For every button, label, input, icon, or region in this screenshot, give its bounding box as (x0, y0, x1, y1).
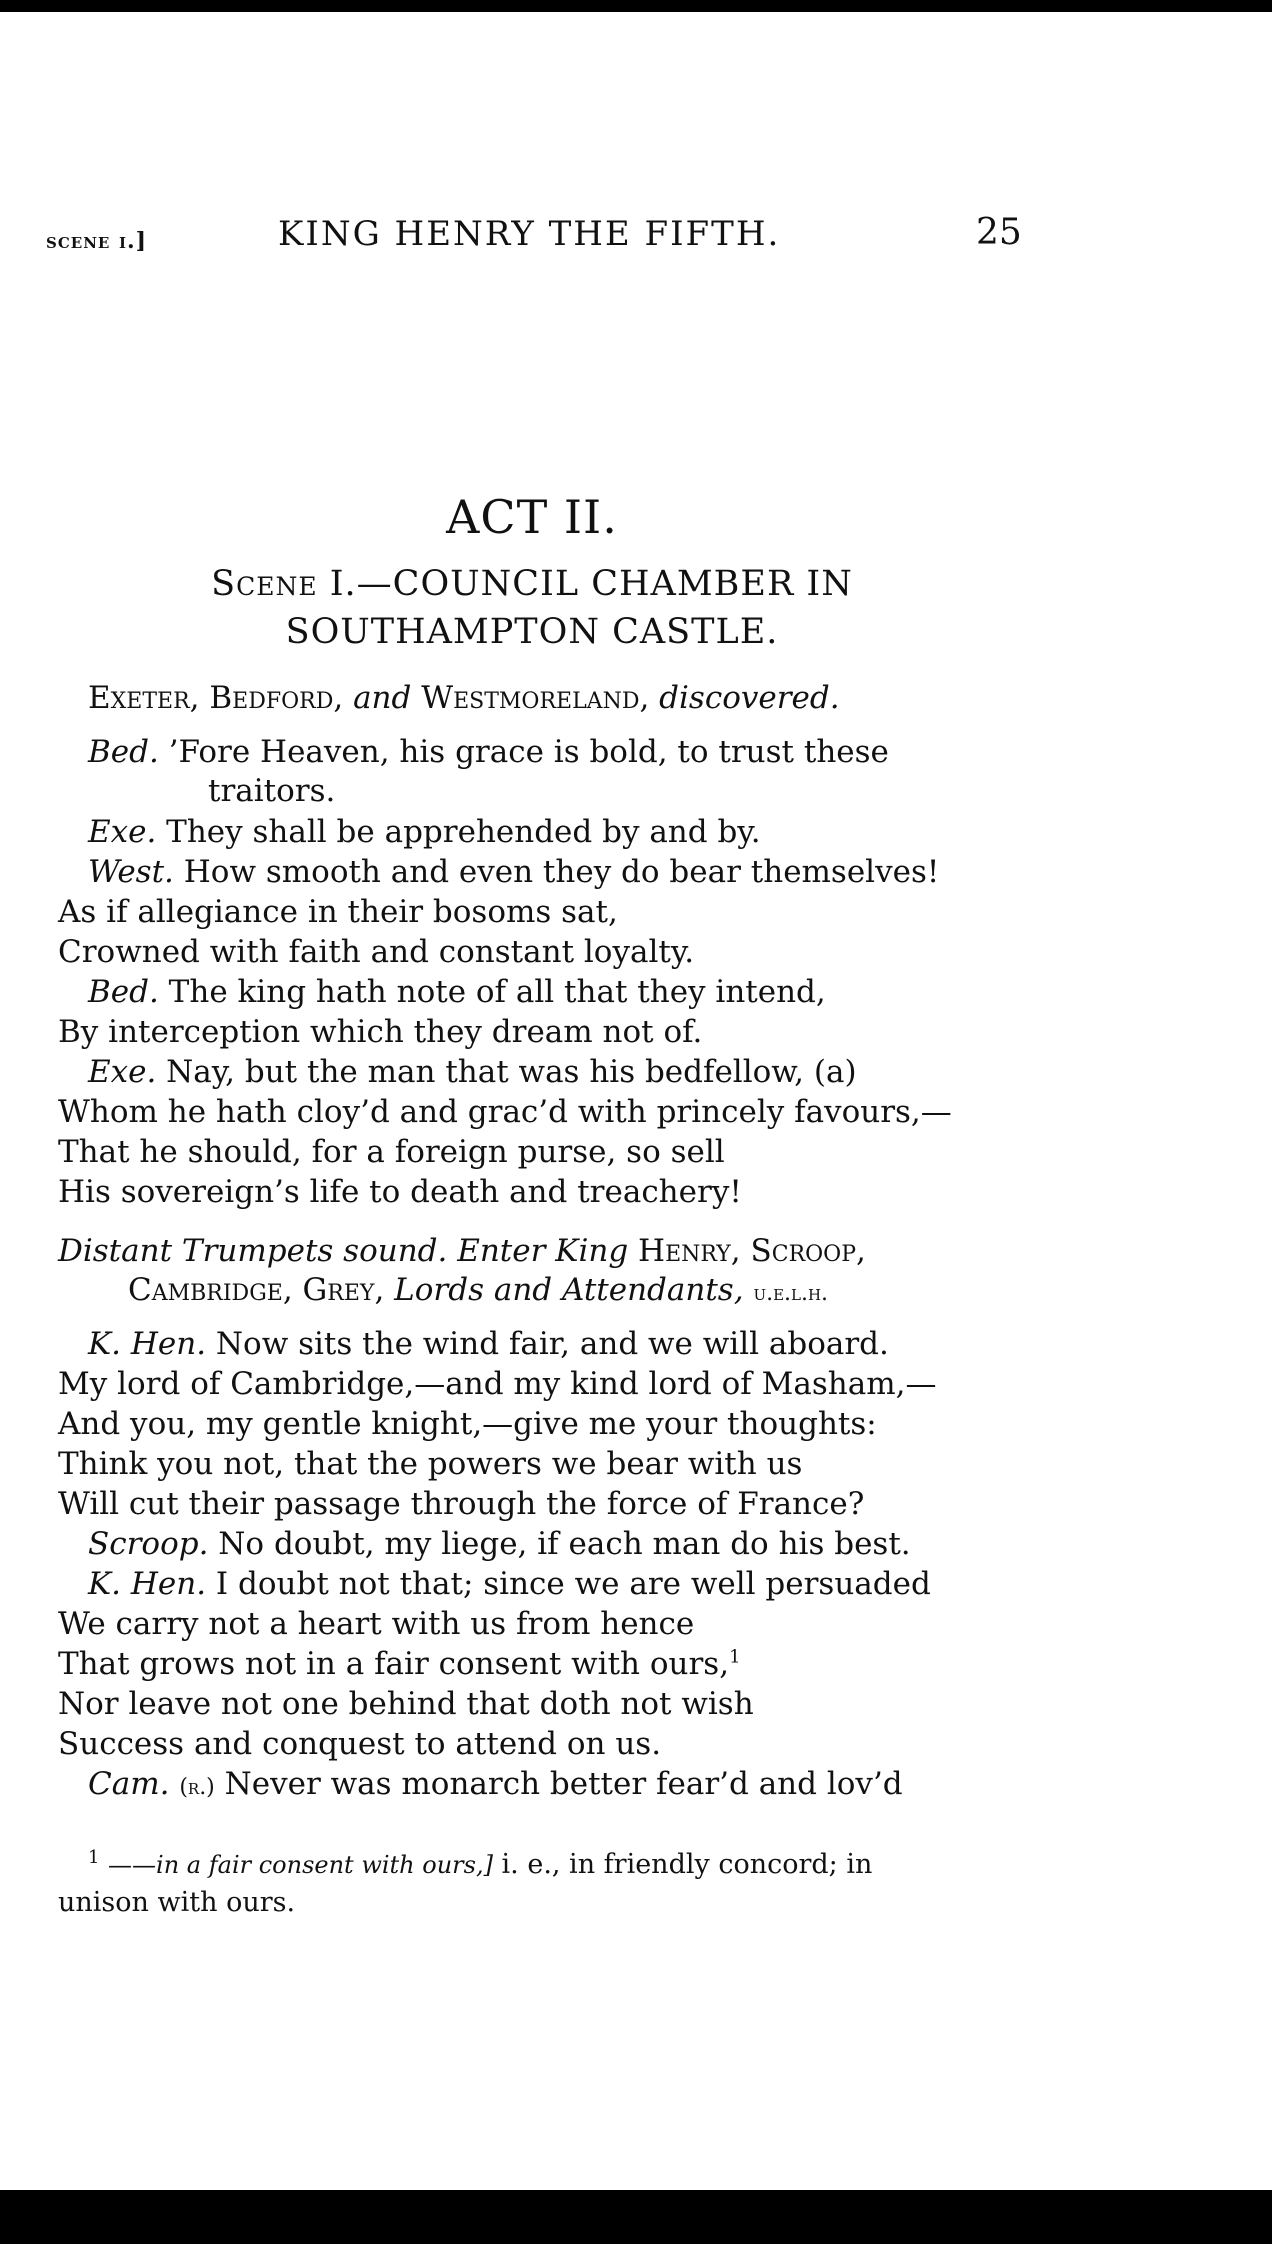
verse-line: Scroop. No doubt, my liege, if each man do his best. (88, 1526, 911, 1562)
verse-line: Bed. The king hath note of all that they intend, (88, 974, 826, 1010)
footnote-line2: unison with ours. (58, 1887, 296, 1918)
speaker-name: West. (88, 854, 174, 890)
speaker-name: K. Hen. (88, 1326, 207, 1362)
page-number: 25 (976, 212, 1022, 253)
act-title: ACT II. (446, 490, 618, 544)
stage-direction-entrance: Distant Trumpets sound. Enter King Henry, Scroop, (58, 1233, 866, 1269)
scene-heading-line1: Scene I.—COUNCIL CHAMBER IN (211, 564, 853, 604)
verse-line: Success and conquest to attend on us. (58, 1726, 662, 1762)
speaker-name: K. Hen. (88, 1566, 207, 1602)
verse-line: Whom he hath cloy’d and grac’d with princely favours,— (58, 1094, 952, 1130)
speaker-name: Exe. (88, 1054, 157, 1090)
speaker-name: Cam. (88, 1766, 170, 1802)
verse-line: Exe. Nay, but the man that was his bedfellow, (a) (88, 1054, 857, 1090)
verse-line: His sovereign’s life to death and treachery! (58, 1174, 742, 1210)
verse-line: Exe. They shall be apprehended by and by. (88, 814, 761, 850)
scene-heading (0, 560, 1064, 656)
scene-label: Scene (211, 564, 318, 604)
verse-line: That grows not in a fair consent with ours,$^1$ (58, 1646, 741, 1682)
verse-line: K. Hen. Now sits the wind fair, and we will aboard. (88, 1326, 889, 1362)
stage-direction-entrance-cont: Cambridge, Grey, Lords and Attendants, u.e.l.h. (128, 1272, 829, 1308)
verse-line: Crowned with faith and constant loyalty. (58, 934, 695, 970)
verse-line: Will cut their passage through the force of France? (58, 1486, 865, 1522)
verse-line: West. How smooth and even they do bear themselves! (88, 854, 940, 890)
verse-line: traitors. (208, 773, 336, 809)
speaker-name: Bed. (88, 974, 159, 1010)
running-head (0, 212, 1272, 262)
scene-heading-line2: SOUTHAMPTON CASTLE. (285, 612, 779, 652)
speaker-name: Exe. (88, 814, 157, 850)
footnote (58, 1846, 1058, 1922)
verse-line: Cam. (r.) Never was monarch better fear’d and lov’d (88, 1766, 903, 1802)
verse-line: And you, my gentle knight,—give me your thoughts: (58, 1406, 877, 1442)
verse-line: That he should, for a foreign purse, so sell (58, 1134, 725, 1170)
verse-line: Bed. ’Fore Heaven, his grace is bold, to trust these (88, 734, 889, 770)
stage-direction-opening: Exeter, Bedford, and Westmoreland, discovered. (88, 680, 840, 716)
speaker-name: Bed. (88, 734, 159, 770)
verse-line: My lord of Cambridge,—and my kind lord of Masham,— (58, 1366, 937, 1402)
running-head-scene: scene i.] (46, 228, 148, 254)
footnote-ref: 1 (729, 1646, 741, 1668)
footnote-line1: $^1$ ——in a fair consent with ours,] i. e., in friendly concord; in (88, 1847, 873, 1880)
verse-line: We carry not a heart with us from hence (58, 1606, 695, 1642)
verse-line: By interception which they dream not of. (58, 1014, 703, 1050)
verse-line: Think you not, that the powers we bear with us (58, 1446, 803, 1482)
verse-line: As if allegiance in their bosoms sat, (58, 894, 618, 930)
speaker-name: Scroop. (88, 1526, 209, 1562)
top-edge-rule (0, 0, 1272, 12)
verse-line: Nor leave not one behind that doth not wish (58, 1686, 754, 1722)
running-head-title: KING HENRY THE FIFTH. (278, 214, 781, 254)
verse-line: K. Hen. I doubt not that; since we are well persuaded (88, 1566, 931, 1602)
bottom-edge-bar (0, 2190, 1272, 2244)
